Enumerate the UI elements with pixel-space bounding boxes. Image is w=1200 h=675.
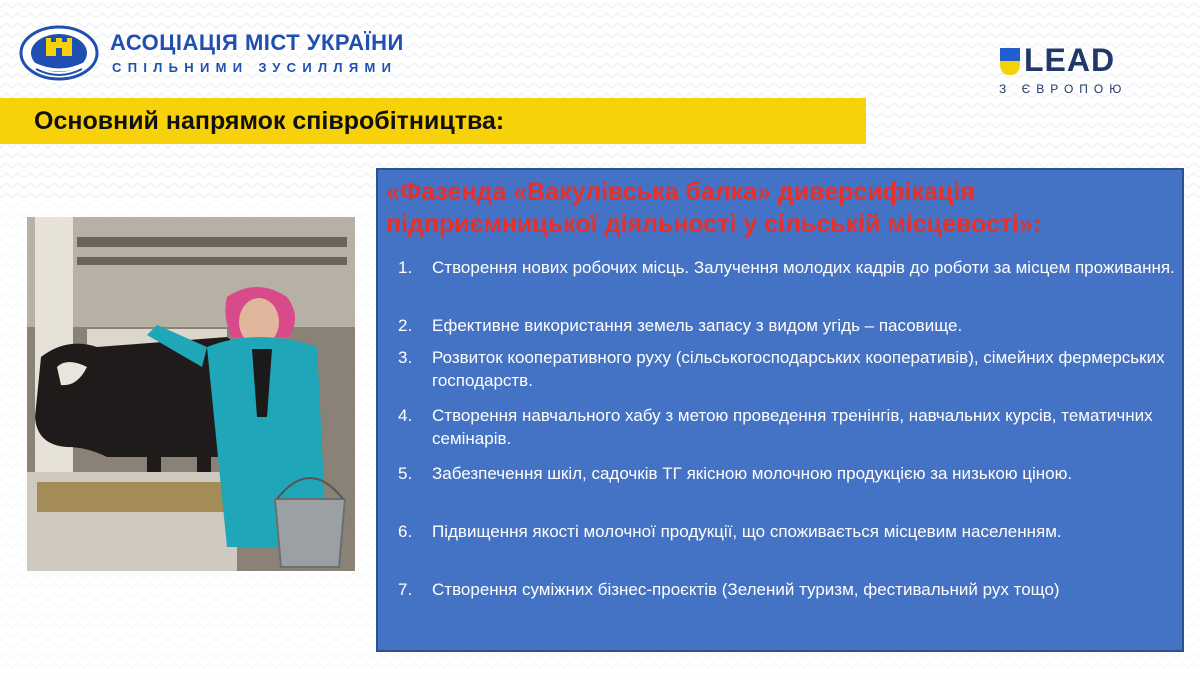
item-text: Ефективне використання земель запасу з видом угідь – пасовище. [432, 316, 963, 335]
item-text: Створення навчального хабу з метою проведення тренінгів, навчальних курсів, тематичних семінарів. [432, 406, 1153, 448]
list-item [398, 256, 1178, 314]
list-item [398, 462, 1178, 520]
item-number: 2. [398, 316, 413, 335]
association-logo-icon [18, 24, 100, 82]
list-item [398, 578, 1178, 628]
item-text: Підвищення якості молочної продукції, що споживається місцевим населенням. [432, 522, 1062, 541]
ulead-wordmark: LEAD [1024, 42, 1116, 78]
list-item [398, 346, 1178, 404]
box-title: «Фазенда «Вакулівська балка» диверсифікація підприємницької діяльності у сільській місцевості»: [386, 178, 1042, 238]
ulead-tagline: З ЄВРОПОЮ [999, 82, 1128, 96]
content-box [376, 168, 1184, 652]
item-number: 5. [398, 464, 413, 483]
item-number: 3. [398, 348, 413, 367]
item-number: 6. [398, 522, 413, 541]
list-item [398, 520, 1178, 578]
farm-photo [27, 217, 355, 571]
item-number: 7. [398, 580, 413, 599]
item-number: 1. [398, 258, 413, 277]
item-number: 4. [398, 406, 413, 425]
org-name: АСОЦІАЦІЯ МІСТ УКРАЇНИ [110, 30, 404, 55]
list-item [398, 314, 1178, 346]
item-text: Забезпечення шкіл, садочків ТГ якісною молочною продукцією за низькою ціною. [432, 464, 1073, 483]
item-text: Розвиток кооперативного руху (сільськогосподарських кооперативів), сімейних фермерських господарств. [432, 348, 1165, 390]
items-list [398, 256, 1178, 628]
page-title: Основний напрямок співробітництва: [34, 107, 505, 135]
item-text: Створення нових робочих місць. Залучення молодих кадрів до роботи за місцем проживання. [432, 258, 1175, 277]
list-item [398, 404, 1178, 462]
org-tagline: СПІЛЬНИМИ ЗУСИЛЛЯМИ [112, 60, 398, 75]
item-text: Створення суміжних бізнес-проєктів (Зелений туризм, фестивальний рух тощо) [432, 580, 1060, 599]
